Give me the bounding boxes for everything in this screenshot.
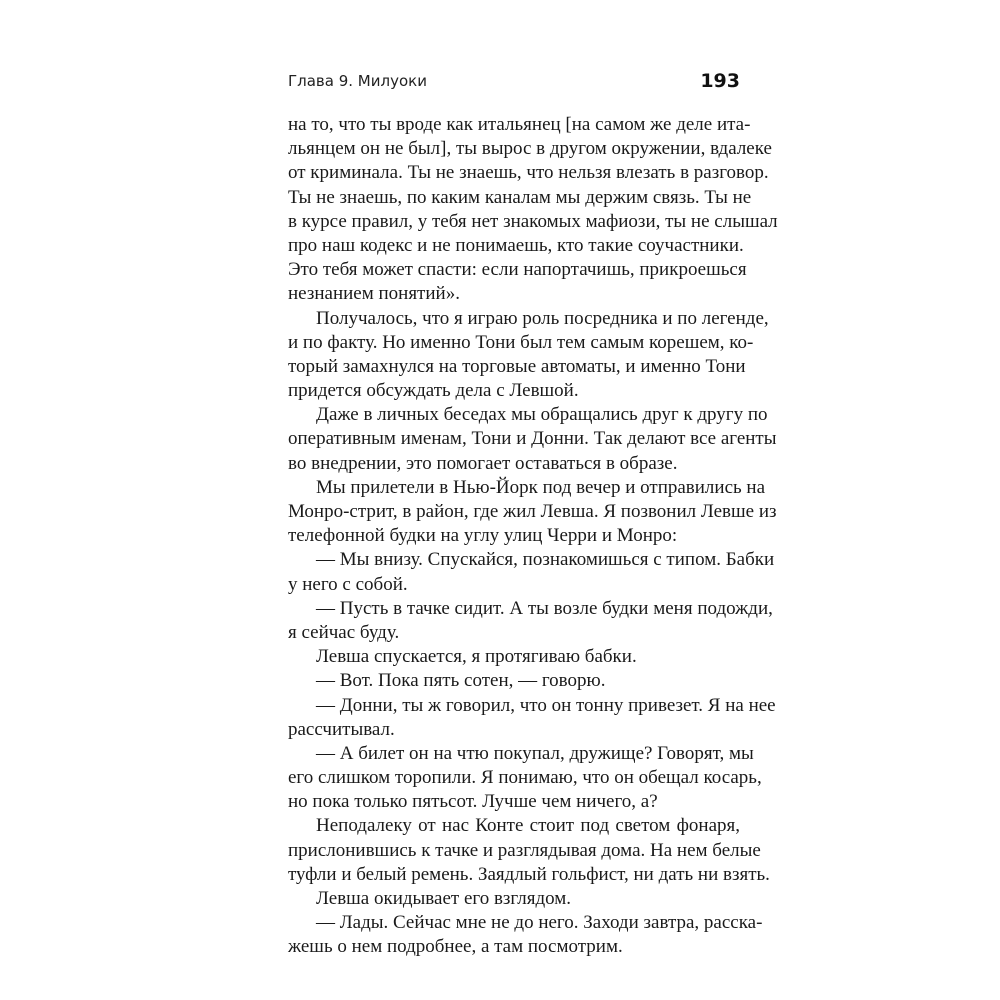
text-line: — Пусть в тачке сидит. А ты возле будки меня подожди, [316, 597, 773, 619]
text-line: Левша окидывает его взглядом. [316, 888, 572, 909]
text-line: на то, что ты вроде как итальянец [на самом же деле ита- [288, 114, 751, 135]
body-text [288, 113, 778, 960]
text-line: Это тебя может спасти: если напортачишь, прикроешься [288, 259, 747, 281]
text-line: оперативным именам, Тони и Донни. Так делают все агенты [288, 428, 777, 450]
text-line: телефонной будки на углу улиц Черри и Монро: [288, 525, 678, 547]
text-line: но пока только пятьсот. Лучше чем ничего, а? [288, 791, 658, 813]
page-number: 193 [700, 70, 740, 92]
text-line: прислонившись к тачке и разглядывая дома. На нем белые [288, 839, 761, 861]
running-head [288, 68, 740, 94]
text-line: я сейчас буду. [288, 621, 400, 643]
text-line: незнанием понятий». [288, 283, 460, 305]
text-line: — Лады. Сейчас мне не до него. Заходи завтра, расска- [316, 912, 763, 934]
text-line: от криминала. Ты не знаешь, что нельзя влезать в разговор. [288, 162, 769, 184]
text-line: Неподалеку от нас Конте стоит под светом фонаря, [316, 815, 740, 837]
text-line: — Мы внизу. Спускайся, познакомишься с типом. Бабки [316, 549, 775, 571]
text-line: Левша спускается, я протягиваю бабки. [316, 646, 637, 668]
text-line: и по факту. Но именно Тони был тем самым корешем, ко- [288, 331, 754, 353]
text-line: Монро-стрит, в район, где жил Левша. Я позвонил Левше из [288, 501, 777, 522]
text-line: — Донни, ты ж говорил, что он тонну привезет. Я на нее [316, 694, 776, 716]
text-line: у него с собой. [288, 573, 408, 595]
text-line: его слишком торопили. Я понимаю, что он обещал косарь, [288, 767, 762, 789]
text-line: торый замахнулся на торговые автоматы, и именно Тони [288, 355, 746, 377]
text-line: Даже в личных беседах мы обращались друг к другу по [316, 404, 768, 426]
text-line: Ты не знаешь, по каким каналам мы держим связь. Ты не [288, 186, 752, 208]
text-line: рассчитывал. [288, 718, 395, 740]
text-line: Получалось, что я играю роль посредника и по легенде, [316, 307, 769, 329]
text-line: жешь о нем подробнее, а там посмотрим. [288, 936, 623, 958]
text-line: Мы прилетели в Нью-Йорк под вечер и отправились на [316, 476, 766, 498]
text-line: во внедрении, это помогает оставаться в образе. [288, 452, 678, 474]
chapter-title: Глава 9. Милуоки [288, 72, 427, 90]
text-line: туфли и белый ремень. Заядлый гольфист, ни дать ни взять. [288, 863, 770, 885]
text-line: в курсе правил, у тебя нет знакомых мафиози, ты не слышал [288, 210, 778, 232]
text-line: — Вот. Пока пять сотен, — говорю. [316, 670, 606, 692]
text-line: льянцем он не был], ты вырос в другом окружении, вдалеке [288, 138, 772, 160]
text-line: придется обсуждать дела с Левшой. [288, 380, 579, 402]
text-line: про наш кодекс и не понимаешь, кто такие соучастники. [288, 234, 744, 256]
text-line: — А билет он на чтю покупал, дружище? Говорят, мы [316, 742, 754, 764]
